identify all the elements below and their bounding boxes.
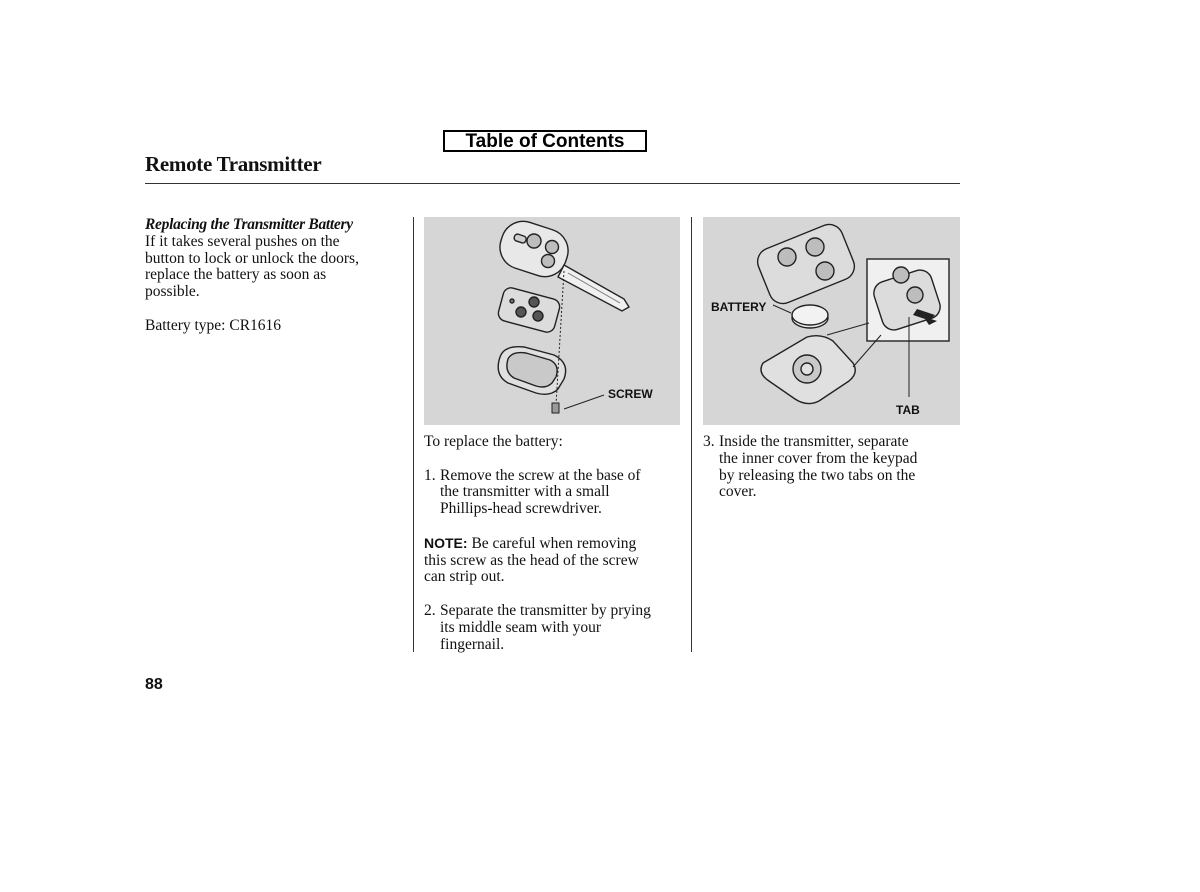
step-line: by releasing the two tabs on the xyxy=(719,466,916,484)
step-line: Remove the screw at the base of xyxy=(440,466,641,484)
step-line: Inside the transmitter, separate xyxy=(719,433,909,450)
battery-label: BATTERY xyxy=(711,300,767,314)
step-line: its middle seam with your xyxy=(440,618,602,636)
step-line: fingernail. xyxy=(440,635,505,653)
step-line: cover. xyxy=(719,483,757,501)
step-line: the inner cover from the keypad xyxy=(719,449,918,467)
intro-paragraph xyxy=(145,234,405,301)
note-label: NOTE: xyxy=(424,534,468,551)
steps-intro: To replace the battery: xyxy=(424,433,563,450)
step-number: 3. xyxy=(703,433,715,450)
column-divider-2 xyxy=(691,217,692,652)
intro-line: possible. xyxy=(145,283,200,301)
step-2 xyxy=(424,603,684,653)
battery-illustration xyxy=(703,217,960,425)
table-of-contents-button[interactable]: Table of Contents xyxy=(443,130,647,152)
step-line: Phillips-head screwdriver. xyxy=(440,500,602,518)
column-divider-1 xyxy=(413,217,414,652)
screw-label: SCREW xyxy=(608,387,653,401)
step-line: Separate the transmitter by prying xyxy=(440,601,651,619)
tab-label: TAB xyxy=(896,403,920,417)
title-rule xyxy=(145,183,960,184)
figure-screw-removal xyxy=(424,217,680,425)
note-line: can strip out. xyxy=(424,568,505,586)
section-subheading: Replacing the Transmitter Battery xyxy=(145,216,353,233)
step-3 xyxy=(703,434,960,501)
note-line: this screw as the head of the screw xyxy=(424,551,639,569)
page-title: Remote Transmitter xyxy=(145,152,322,176)
intro-line: button to lock or unlock the doors, xyxy=(145,249,359,267)
steps-column-right xyxy=(703,434,960,501)
step-number: 1. xyxy=(424,466,436,484)
intro-column xyxy=(145,217,405,335)
figure-battery-removal xyxy=(703,217,960,425)
battery-type: Battery type: CR1616 xyxy=(145,316,282,334)
step-1 xyxy=(424,468,684,518)
intro-line: replace the battery as soon as xyxy=(145,266,327,284)
step-number: 2. xyxy=(424,601,436,619)
note xyxy=(424,535,684,586)
steps-column xyxy=(424,434,684,653)
step-line: the transmitter with a small xyxy=(440,483,610,501)
note-line: Be careful when removing xyxy=(467,534,637,552)
page-number: 88 xyxy=(145,676,163,693)
intro-line: If it takes several pushes on the xyxy=(145,232,340,250)
